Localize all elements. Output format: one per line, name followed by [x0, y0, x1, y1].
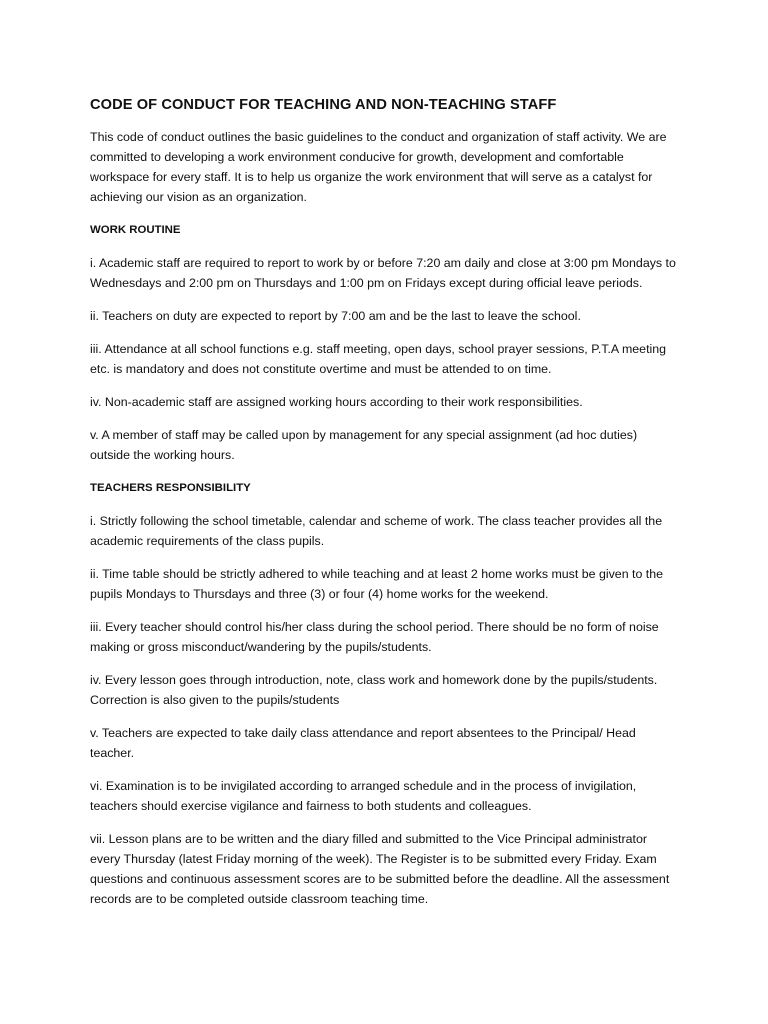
teachers-responsibility-item: vi. Examination is to be invigilated according to arranged schedule and in the process of invigilation, teachers should exercise vigilance and fairness to both students and colleagues. [90, 779, 637, 813]
teachers-responsibility-item: vii. Lesson plans are to be written and the diary filled and submitted to the Vice Principal administrator every Thursday (latest Friday morning of the week). The Register is to be submitted every Friday. Exam questions and continuous assessment scores are to be submitted before the deadline. All the assessment records are to be completed outside classroom teaching time. [90, 832, 670, 906]
teachers-responsibility-item: v. Teachers are expected to take daily class attendance and report absentees to the Principal/ Head teacher. [90, 726, 636, 760]
document-title: CODE OF CONDUCT FOR TEACHING AND NON-TEACHING STAFF [90, 97, 557, 113]
intro-paragraph: This code of conduct outlines the basic guidelines to the conduct and organization of staff activity. We are committed to developing a work environment conducive for growth, development and comfortable workspace for every staff. It is to help us organize the work environment that will serve as a catalyst for achieving our vision as an organization. [90, 130, 667, 204]
document-page [90, 95, 680, 922]
teachers-responsibility-item: iv. Every lesson goes through introduction, note, class work and homework done by the pupils/students. Correction is also given to the pupils/students [90, 673, 658, 707]
work-routine-item: i. Academic staff are required to report to work by or before 7:20 am daily and close at 3:00 pm Mondays to Wednesdays and 2:00 pm on Thursdays and 1:00 pm on Fridays except during official leave periods. [90, 256, 676, 290]
work-routine-item: v. A member of staff may be called upon by management for any special assignment (ad hoc duties) outside the working hours. [90, 428, 638, 462]
work-routine-item: ii. Teachers on duty are expected to report by 7:00 am and be the last to leave the school. [90, 309, 581, 323]
work-routine-item: iv. Non-academic staff are assigned working hours according to their work responsibilities. [90, 395, 583, 409]
work-routine-item: iii. Attendance at all school functions e.g. staff meeting, open days, school prayer sessions, P.T.A meeting etc. is mandatory and does not constitute overtime and must be attended to on time. [90, 342, 667, 376]
teachers-responsibility-item: iii. Every teacher should control his/her class during the school period. There should be no form of noise making or gross misconduct/wandering by the pupils/students. [90, 620, 659, 654]
section-heading-work-routine: WORK ROUTINE [90, 224, 181, 236]
section-heading-teachers-responsibility: TEACHERS RESPONSIBILITY [90, 482, 251, 494]
teachers-responsibility-item: ii. Time table should be strictly adhered to while teaching and at least 2 home works must be given to the pupils Mondays to Thursdays and three (3) or four (4) home works for the weekend. [90, 567, 664, 601]
teachers-responsibility-item: i. Strictly following the school timetable, calendar and scheme of work. The class teacher provides all the academic requirements of the class pupils. [90, 514, 663, 548]
